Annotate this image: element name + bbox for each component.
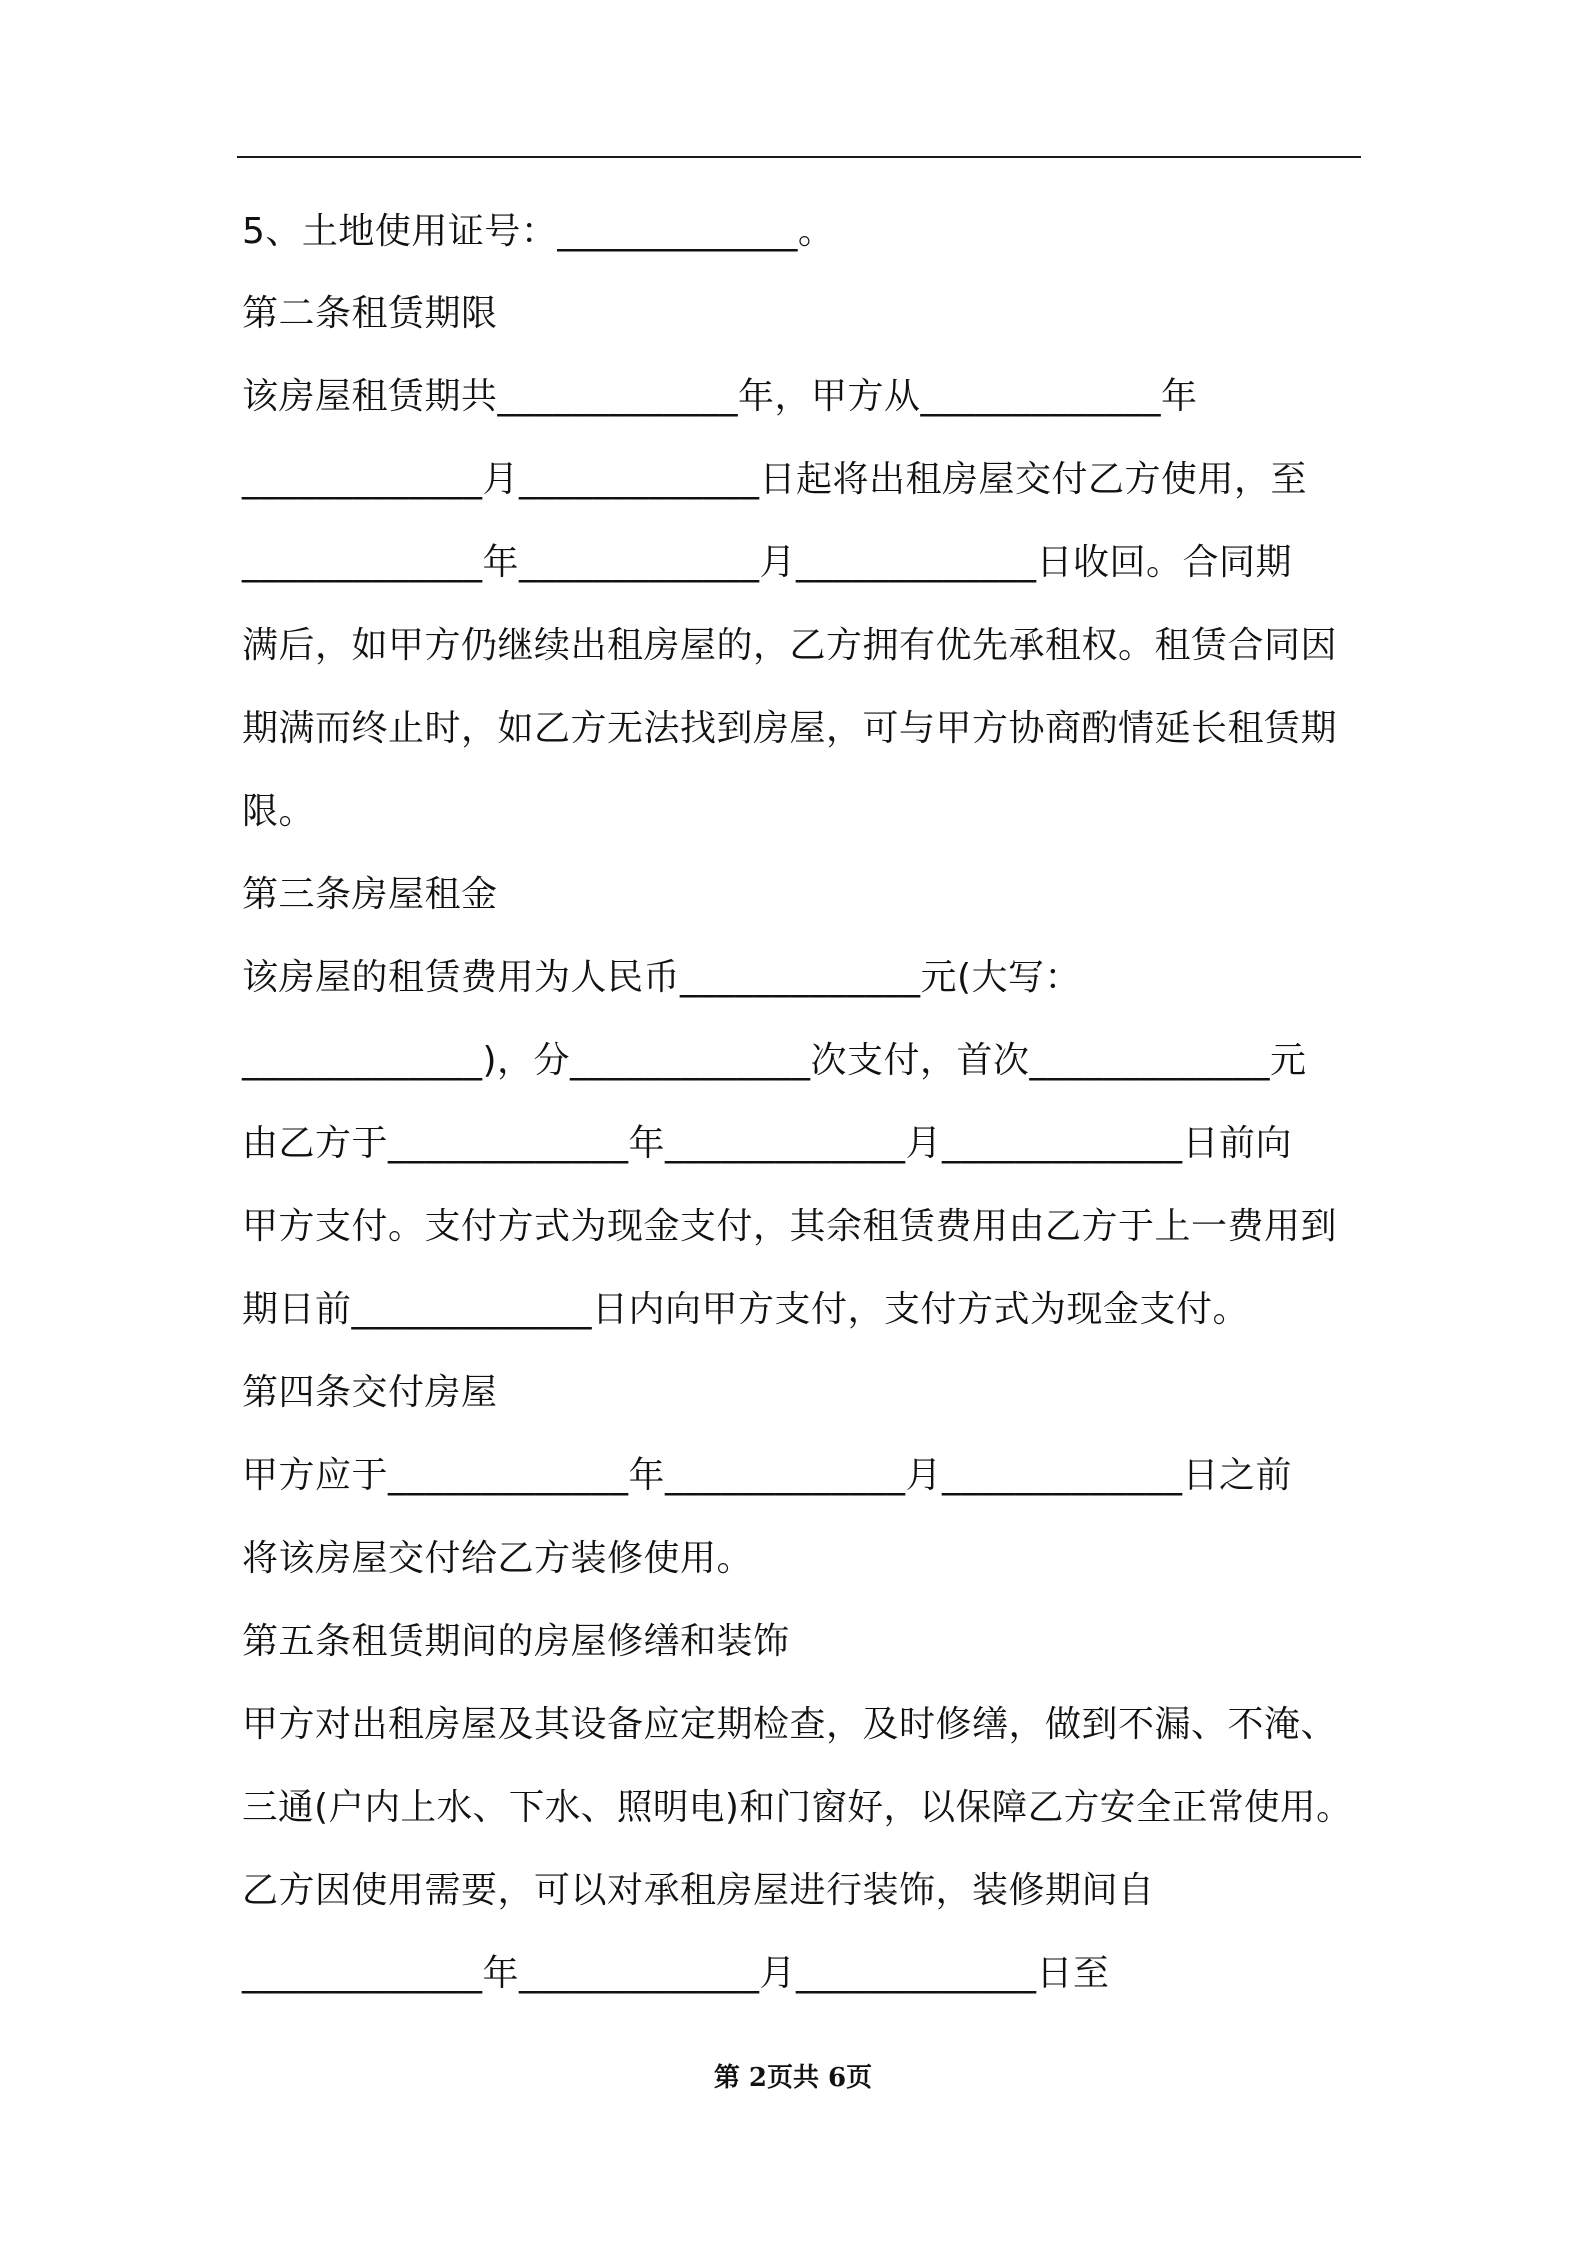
text-line: _____________年_____________月_____________日至 bbox=[242, 1953, 1110, 1994]
text-line: 期日前_____________日内向甲方支付，支付方式为现金支付。 bbox=[242, 1289, 1250, 1330]
text-line: 将该房屋交付给乙方装修使用。 bbox=[242, 1538, 754, 1579]
text-line: 5、土地使用证号：_____________。 bbox=[242, 211, 835, 252]
text-line: 由乙方于_____________年_____________月_____________日前向 bbox=[242, 1123, 1293, 1164]
text-line: 三通(户内上水、下水、照明电)和门窗好，以保障乙方安全正常使用。 bbox=[242, 1787, 1353, 1828]
text-line: 期满而终止时，如乙方无法找到房屋，可与甲方协商酌情延长租赁期 bbox=[242, 708, 1338, 749]
text-line: 甲方应于_____________年_____________月_____________日之前 bbox=[242, 1455, 1293, 1496]
text-line: 甲方对出租房屋及其设备应定期检查，及时修缮，做到不漏、不淹、 bbox=[242, 1704, 1338, 1745]
section-heading: 第四条交付房屋 bbox=[242, 1372, 498, 1413]
text-line: _____________月_____________日起将出租房屋交付乙方使用，至 bbox=[242, 459, 1308, 500]
text-line: 甲方支付。支付方式为现金支付，其余租赁费用由乙方于上一费用到 bbox=[242, 1206, 1338, 1247]
section-heading: 第三条房屋租金 bbox=[242, 874, 498, 915]
text-line: 限。 bbox=[242, 791, 316, 832]
text-line: _____________)，分_____________次支付，首次_____________元 bbox=[242, 1040, 1307, 1081]
text-line: _____________年_____________月_____________日收回。合同期 bbox=[242, 542, 1293, 583]
section-heading: 第二条租赁期限 bbox=[242, 293, 498, 334]
text-line: 满后，如甲方仍继续出租房屋的，乙方拥有优先承租权。租赁合同因 bbox=[242, 625, 1338, 666]
section-heading: 第五条租赁期间的房屋修缮和装饰 bbox=[242, 1621, 790, 1662]
text-line: 乙方因使用需要，可以对承租房屋进行装饰，装修期间自 bbox=[242, 1870, 1155, 1911]
page-number: 第 2页共 6页 bbox=[713, 2063, 873, 2093]
text-line: 该房屋租赁期共_____________年，甲方从_____________年 bbox=[242, 376, 1198, 417]
text-line: 该房屋的租赁费用为人民币_____________元(大写： bbox=[242, 957, 1082, 998]
